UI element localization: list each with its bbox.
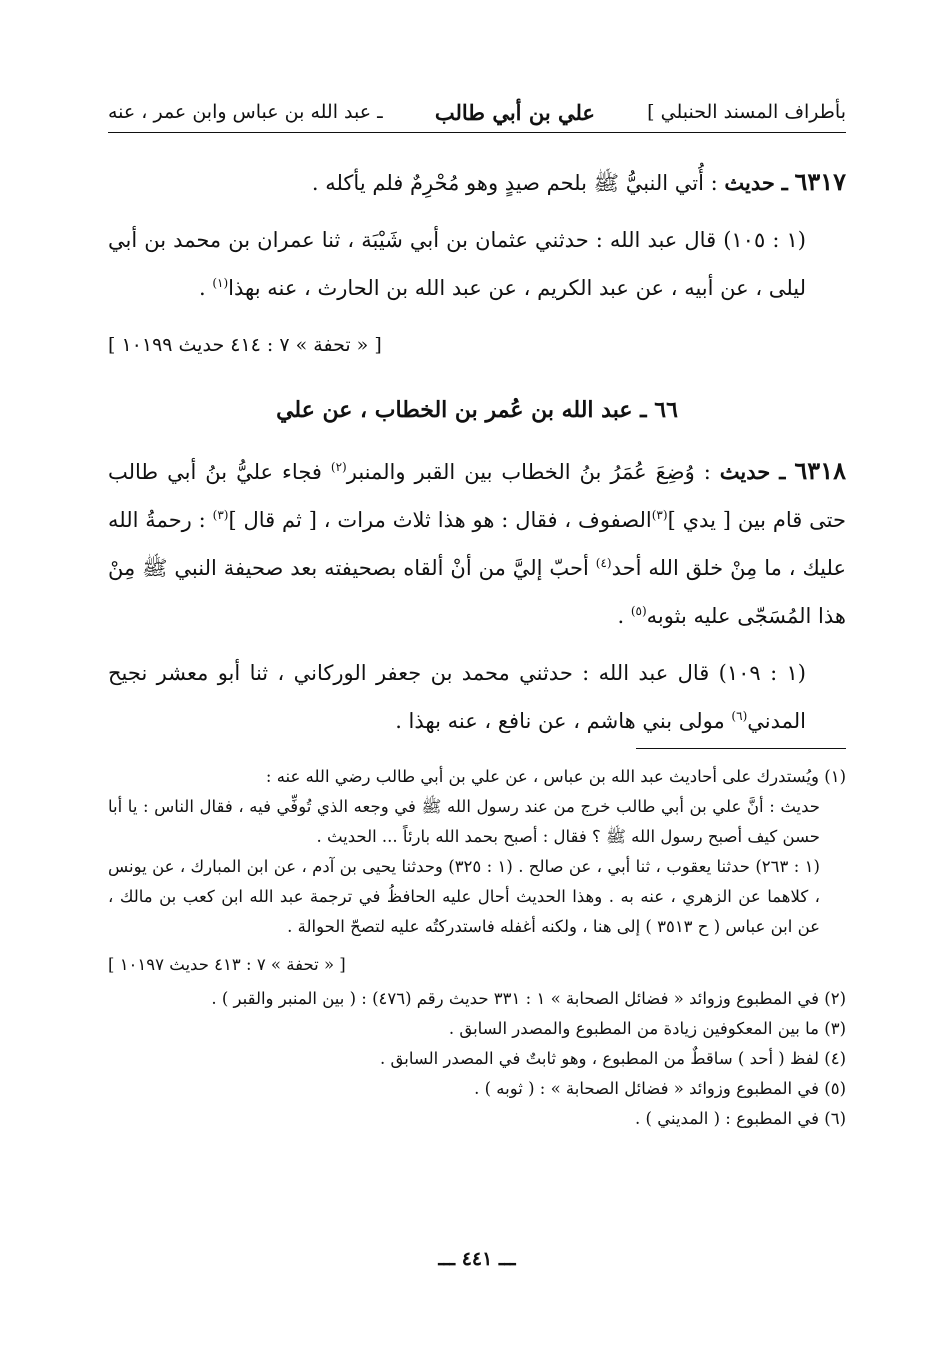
footnote-1-isnad: (١ : ٢٦٣) حدثنا يعقوب ، ثنا أبي ، عن صالح . (١ : ٣٢٥) وحدثنا يحيى بن آدم ، عن ابن المبارك ، عن يونس ، كلاهما عن الزهري ، عنه به . وهذا الحديث أحال عليه الحافظُ في ترجمة عبد الله ابن كعب بن مالك ، عن ابن عباس ( ح ٣٥١٣ ) إلى هنا ، ولكنه أغفله فاستدركتُه عليه لتصحّ الحوالة . bbox=[108, 857, 820, 936]
header-section-title: ـ عبد الله بن عباس وابن عمر ، عنه bbox=[108, 101, 383, 123]
hadith-6318 bbox=[108, 446, 846, 638]
hadith-6317-takhrij bbox=[108, 324, 846, 367]
hadith-dash: ـ bbox=[779, 459, 786, 484]
running-header bbox=[108, 92, 846, 133]
hadith-text-part: : رحمةُ الله عليك ، ما مِنْ خلق الله أحد bbox=[108, 508, 846, 580]
header-book-title: بأطراف المسند الحنبلي ] bbox=[647, 101, 846, 123]
book-page bbox=[108, 0, 846, 1372]
footnotes bbox=[108, 762, 846, 1134]
page-number: ـــ ٤٤١ ـــ bbox=[438, 1248, 516, 1270]
takhrij-reference: [ « تحفة » ٧ : ٤١٤ حديث ١٠١٩٩ ] bbox=[108, 334, 382, 356]
hadith-text-part: أحبّ إليَّ من أنْ ألقاه بصحيفته بعد صحيفة النبي ﷺ مِنْ هذا المُسَجّى عليه بثوبه bbox=[108, 556, 846, 628]
hadith-number: ٦٣١٧ bbox=[794, 167, 846, 196]
footnote-ref-5[interactable]: (٥) bbox=[630, 604, 647, 618]
hadith-label: حديث bbox=[719, 459, 771, 484]
main-text bbox=[108, 160, 846, 757]
hadith-text-part: فجاء عليُّ بنُ أبي طالب حتى قام بين [ يدي ] bbox=[108, 460, 846, 532]
footnote-ref-1[interactable]: (١) bbox=[212, 276, 229, 290]
footnote-ref-2[interactable]: (٢) bbox=[330, 460, 347, 474]
footnote-ref-6[interactable]: (٦) bbox=[731, 709, 748, 723]
footnote-4: (٤) لفظ ( أحد ) ساقطٌ من المطبوع ، وهو ثابتٌ في المصدر السابق . bbox=[380, 1049, 846, 1068]
hadith-6317-isnad bbox=[108, 219, 846, 310]
hadith-6318-isnad bbox=[108, 652, 846, 743]
footnote-1-intro: (١) ويُستدرك على أحاديث عبد الله بن عباس ، عن علي بن أبي طالب رضي الله عنه : bbox=[265, 767, 846, 786]
hadith-text-part: : وُضِعَ عُمَرُ بنُ الخطاب بين القبر والمنبر bbox=[346, 460, 711, 484]
hadith-text: : أُتي النبيُّ ﷺ بلحم صيدٍ وهو مُحْرِمٌ فلم يأكله . bbox=[311, 171, 718, 195]
footnote-3: (٣) ما بين المعكوفين زيادة من المطبوع والمصدر السابق . bbox=[448, 1019, 846, 1038]
hadith-dash: ـ bbox=[781, 170, 788, 195]
footnote-5: (٥) في المطبوع وزوائد « فضائل الصحابة » : ( ثوبه ) . bbox=[474, 1079, 846, 1098]
isnad-text: مولى بني هاشم ، عن نافع ، عنه بهذا . bbox=[395, 709, 725, 733]
footnote-2: (٢) في المطبوع وزوائد « فضائل الصحابة » ١ : ٣٣١ حديث رقم (٤٧٦) : ( بين المنبر والقبر ) . bbox=[211, 989, 846, 1008]
isnad-text: (١ : ١٠٩) قال عبد الله : حدثني محمد بن جعفر الوركاني ، ثنا أبو معشر نجيح المدني bbox=[108, 661, 806, 733]
hadith-6317 bbox=[108, 160, 846, 205]
footnote-ref-3[interactable]: (٣) bbox=[651, 508, 668, 522]
hadith-number: ٦٣١٨ bbox=[794, 456, 846, 485]
hadith-label: حديث bbox=[724, 170, 775, 195]
isnad-text: (١ : ١٠٥) قال عبد الله : حدثني عثمان بن أبي شَيْبَة ، ثنا عمران بن محمد بن أبي ليلى ، عن أبيه ، عن عبد الكريم ، عن عبد الله بن الحارث ، عنه بهذا bbox=[108, 228, 806, 300]
footnote-ref-4[interactable]: (٤) bbox=[595, 556, 612, 570]
isnad-end: . bbox=[198, 276, 206, 300]
footnote-6: (٦) في المطبوع : ( المديني ) . bbox=[635, 1109, 846, 1128]
hadith-text-part: الصفوف ، فقال : هو هذا ثلاث مرات ، [ ثم قال ] bbox=[228, 508, 652, 532]
footnote-ref-3[interactable]: (٣) bbox=[212, 508, 229, 522]
footnote-1-takhrij: [ « تحفة » ٧ : ٤١٣ حديث ١٠١٩٧ ] bbox=[108, 955, 346, 974]
header-chapter-title: علي بن أبي طالب bbox=[434, 99, 595, 125]
footnote-separator bbox=[636, 748, 846, 749]
section-heading-66: ٦٦ ـ عبد الله بن عُمر بن الخطاب ، عن علي bbox=[276, 397, 678, 423]
footnote-1-hadith: حديث : أنَّ علي بن أبي طالب خرج من عند رسول الله ﷺ في وجعه الذي تُوفِّي فيه ، فقال الناس : يا أبا حسن كيف أصبح رسول الله ﷺ ؟ فقال : أصبح بحمد الله بارئاً ... الحديث . bbox=[108, 797, 820, 846]
hadith-text-end: . bbox=[617, 604, 625, 628]
